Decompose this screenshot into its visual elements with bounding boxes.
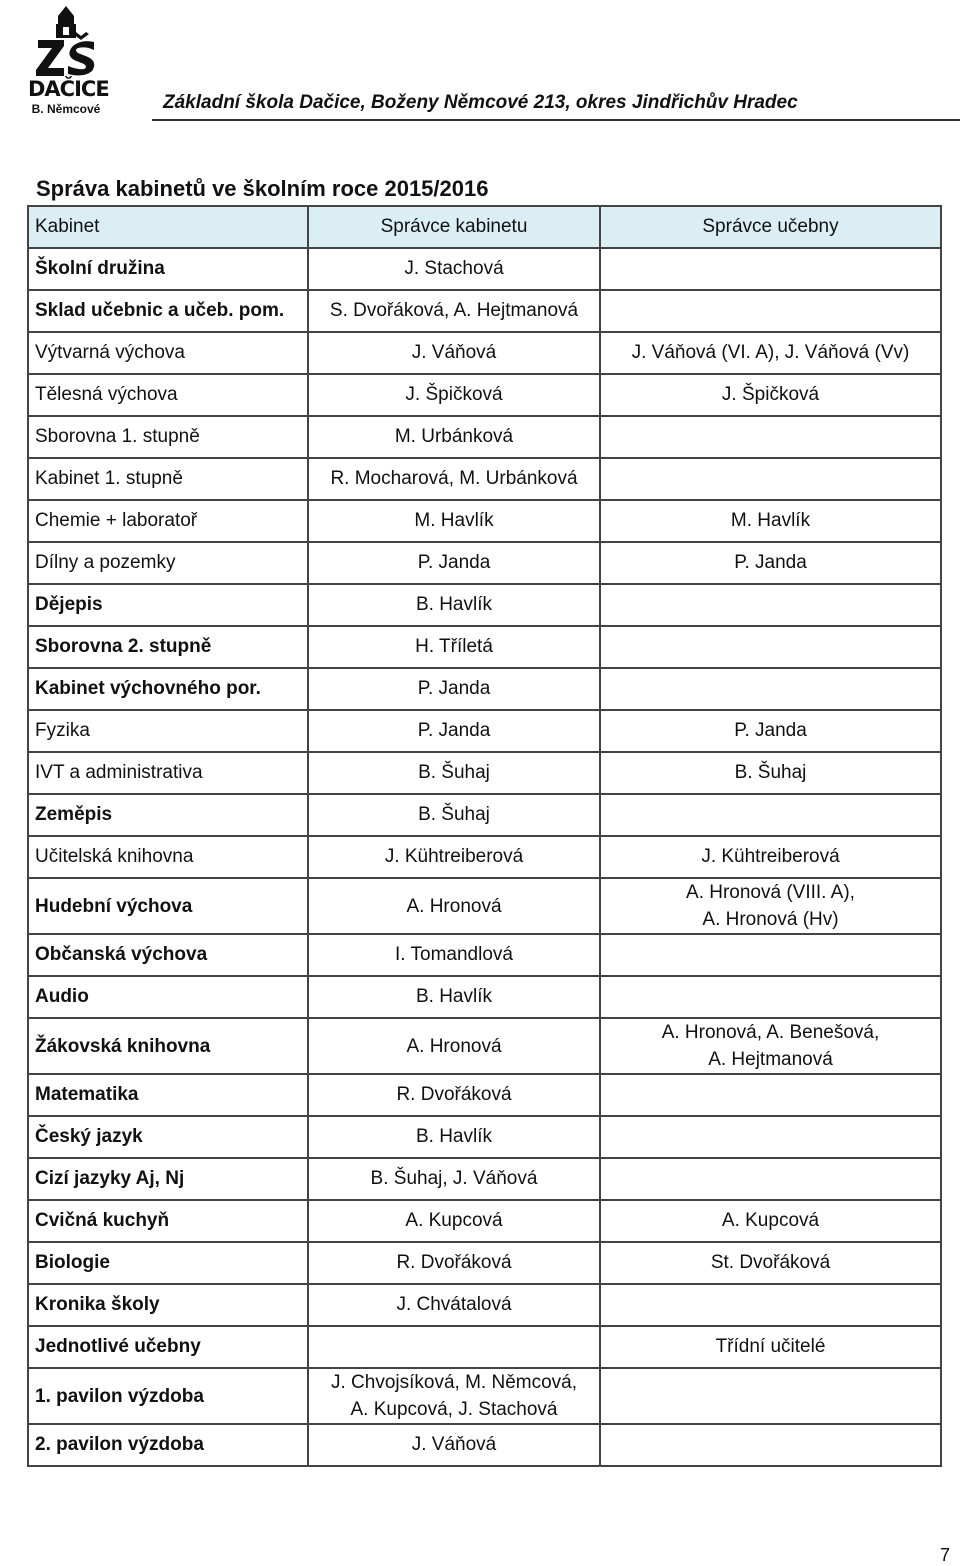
cell-spravce-ucebny bbox=[600, 1074, 941, 1116]
cell-spravce-kabinetu: M. Havlík bbox=[308, 500, 600, 542]
cell-kabinet: Dějepis bbox=[28, 584, 308, 626]
cell-spravce-kabinetu: A. Kupcová bbox=[308, 1200, 600, 1242]
cell-spravce-ucebny: M. Havlík bbox=[600, 500, 941, 542]
cell-kabinet: Zeměpis bbox=[28, 794, 308, 836]
header-divider bbox=[152, 119, 960, 121]
cell-spravce-kabinetu: A. Hronová bbox=[308, 878, 600, 934]
page-number: 7 bbox=[940, 1545, 951, 1565]
cell-spravce-kabinetu: H. Tříletá bbox=[308, 626, 600, 668]
cell-kabinet: IVT a administrativa bbox=[28, 752, 308, 794]
table-row bbox=[28, 1018, 941, 1074]
cabinet-management-table bbox=[27, 205, 942, 1467]
cell-spravce-kabinetu: S. Dvořáková, A. Hejtmanová bbox=[308, 290, 600, 332]
cell-spravce-kabinetu: I. Tomandlová bbox=[308, 934, 600, 976]
cell-spravce-kabinetu: P. Janda bbox=[308, 542, 600, 584]
cell-kabinet: Český jazyk bbox=[28, 1116, 308, 1158]
cell-spravce-ucebny: St. Dvořáková bbox=[600, 1242, 941, 1284]
table-row bbox=[28, 416, 941, 458]
cell-kabinet: 1. pavilon výzdoba bbox=[28, 1368, 308, 1424]
cell-line: A. Hronová, A. Benešová, bbox=[661, 1022, 880, 1043]
cell-kabinet: Školní družina bbox=[28, 248, 308, 290]
cell-spravce-ucebny bbox=[600, 626, 941, 668]
cell-spravce-kabinetu: B. Šuhaj bbox=[308, 794, 600, 836]
cell-spravce-ucebny bbox=[600, 1116, 941, 1158]
cell-spravce-ucebny bbox=[600, 1368, 941, 1424]
cell-spravce-kabinetu: P. Janda bbox=[308, 668, 600, 710]
cell-spravce-kabinetu: J. Váňová bbox=[308, 1424, 600, 1466]
cell-spravce-kabinetu: J. Váňová bbox=[308, 332, 600, 374]
logo-town-text: DAČICE bbox=[28, 77, 109, 101]
column-header-spravce-ucebny: Správce učebny bbox=[600, 206, 941, 248]
table-row bbox=[28, 668, 941, 710]
cell-spravce-ucebny bbox=[600, 1284, 941, 1326]
cell-spravce-ucebny bbox=[600, 934, 941, 976]
cell-spravce-kabinetu: B. Šuhaj, J. Váňová bbox=[308, 1158, 600, 1200]
cell-spravce-kabinetu bbox=[308, 1326, 600, 1368]
cell-line: A. Hejtmanová bbox=[708, 1049, 833, 1070]
cell-kabinet: Dílny a pozemky bbox=[28, 542, 308, 584]
cell-spravce-ucebny bbox=[600, 248, 941, 290]
cell-spravce-kabinetu: R. Dvořáková bbox=[308, 1074, 600, 1116]
cell-spravce-kabinetu: B. Havlík bbox=[308, 584, 600, 626]
cell-spravce-ucebny: J. Kühtreiberová bbox=[600, 836, 941, 878]
cell-spravce-kabinetu: B. Šuhaj bbox=[308, 752, 600, 794]
cell-kabinet: Fyzika bbox=[28, 710, 308, 752]
cell-spravce-kabinetu: B. Havlík bbox=[308, 1116, 600, 1158]
cell-spravce-ucebny bbox=[600, 794, 941, 836]
cell-kabinet: Matematika bbox=[28, 1074, 308, 1116]
cell-spravce-ucebny bbox=[600, 458, 941, 500]
cell-kabinet: Cvičná kuchyň bbox=[28, 1200, 308, 1242]
cell-spravce-ucebny: P. Janda bbox=[600, 710, 941, 752]
cell-spravce-ucebny bbox=[600, 668, 941, 710]
cell-line: J. Chvojsíková, M. Němcová, bbox=[330, 1372, 578, 1393]
table-row bbox=[28, 248, 941, 290]
cell-spravce-ucebny: J. Špičková bbox=[600, 374, 941, 416]
school-logo bbox=[28, 6, 109, 118]
table-row bbox=[28, 1242, 941, 1284]
document-title: Správa kabinetů ve školním roce 2015/2016 bbox=[36, 176, 489, 201]
cell-kabinet: Sborovna 2. stupně bbox=[28, 626, 308, 668]
cell-kabinet: Chemie + laboratoř bbox=[28, 500, 308, 542]
cell-spravce-kabinetu bbox=[308, 1368, 600, 1424]
cell-spravce-ucebny bbox=[600, 878, 941, 934]
table-row bbox=[28, 1368, 941, 1424]
cell-kabinet: Cizí jazyky Aj, Nj bbox=[28, 1158, 308, 1200]
cell-kabinet: Žákovská knihovna bbox=[28, 1018, 308, 1074]
table-row bbox=[28, 1326, 941, 1368]
table-row bbox=[28, 500, 941, 542]
cell-kabinet: Výtvarná výchova bbox=[28, 332, 308, 374]
cell-kabinet: Učitelská knihovna bbox=[28, 836, 308, 878]
cell-kabinet: Jednotlivé učebny bbox=[28, 1326, 308, 1368]
table-row bbox=[28, 1074, 941, 1116]
cell-spravce-kabinetu: R. Mocharová, M. Urbánková bbox=[308, 458, 600, 500]
table-row bbox=[28, 332, 941, 374]
cell-kabinet: Hudební výchova bbox=[28, 878, 308, 934]
cell-kabinet: Kronika školy bbox=[28, 1284, 308, 1326]
cell-spravce-ucebny bbox=[600, 1158, 941, 1200]
table-row bbox=[28, 752, 941, 794]
table-row bbox=[28, 878, 941, 934]
cell-kabinet: 2. pavilon výzdoba bbox=[28, 1424, 308, 1466]
cell-kabinet: Občanská výchova bbox=[28, 934, 308, 976]
table-row bbox=[28, 1284, 941, 1326]
cell-spravce-kabinetu: J. Chvátalová bbox=[308, 1284, 600, 1326]
cell-spravce-ucebny: B. Šuhaj bbox=[600, 752, 941, 794]
column-header-kabinet: Kabinet bbox=[28, 206, 308, 248]
cell-spravce-kabinetu: R. Dvořáková bbox=[308, 1242, 600, 1284]
cell-spravce-ucebny: P. Janda bbox=[600, 542, 941, 584]
cell-spravce-kabinetu: B. Havlík bbox=[308, 976, 600, 1018]
table-row bbox=[28, 374, 941, 416]
table-row bbox=[28, 626, 941, 668]
school-name: Základní škola Dačice, Boženy Němcové 213, okres Jindřichův Hradec bbox=[163, 92, 798, 113]
cell-spravce-ucebny: Třídní učitelé bbox=[600, 1326, 941, 1368]
cell-spravce-ucebny: A. Kupcová bbox=[600, 1200, 941, 1242]
cell-spravce-kabinetu: A. Hronová bbox=[308, 1018, 600, 1074]
table-row bbox=[28, 710, 941, 752]
cell-spravce-ucebny bbox=[600, 416, 941, 458]
cell-spravce-ucebny: J. Váňová (VI. A), J. Váňová (Vv) bbox=[600, 332, 941, 374]
cell-kabinet: Tělesná výchova bbox=[28, 374, 308, 416]
cell-spravce-ucebny bbox=[600, 1424, 941, 1466]
cell-line: A. Hronová (VIII. A), bbox=[686, 882, 855, 903]
cell-spravce-kabinetu: J. Stachová bbox=[308, 248, 600, 290]
table-row bbox=[28, 290, 941, 332]
cell-kabinet: Biologie bbox=[28, 1242, 308, 1284]
cell-spravce-ucebny bbox=[600, 1018, 941, 1074]
table-row bbox=[28, 584, 941, 626]
school-tower-icon bbox=[28, 6, 104, 78]
cell-spravce-kabinetu: M. Urbánková bbox=[308, 416, 600, 458]
cell-kabinet: Sborovna 1. stupně bbox=[28, 416, 308, 458]
cell-kabinet: Kabinet 1. stupně bbox=[28, 458, 308, 500]
cell-kabinet: Sklad učebnic a učeb. pom. bbox=[28, 290, 308, 332]
cell-kabinet: Kabinet výchovného por. bbox=[28, 668, 308, 710]
page-header bbox=[0, 0, 960, 125]
cell-spravce-ucebny bbox=[600, 976, 941, 1018]
cell-line: A. Kupcová, J. Stachová bbox=[350, 1399, 558, 1420]
table-row bbox=[28, 1116, 941, 1158]
table-row bbox=[28, 976, 941, 1018]
table-row bbox=[28, 458, 941, 500]
table-row bbox=[28, 794, 941, 836]
column-header-spravce-kabinetu: Správce kabinetu bbox=[308, 206, 600, 248]
table-row bbox=[28, 836, 941, 878]
cell-line: A. Hronová (Hv) bbox=[702, 909, 839, 930]
cell-kabinet: Audio bbox=[28, 976, 308, 1018]
table-row bbox=[28, 934, 941, 976]
cell-spravce-kabinetu: J. Kühtreiberová bbox=[308, 836, 600, 878]
cell-spravce-ucebny bbox=[600, 290, 941, 332]
cell-spravce-kabinetu: P. Janda bbox=[308, 710, 600, 752]
table-row bbox=[28, 1158, 941, 1200]
table-row bbox=[28, 1200, 941, 1242]
table-header-row bbox=[28, 206, 941, 248]
cell-spravce-ucebny bbox=[600, 584, 941, 626]
table-row bbox=[28, 542, 941, 584]
table-row bbox=[28, 1424, 941, 1466]
logo-street-text: B. Němcové bbox=[31, 102, 101, 116]
cell-spravce-kabinetu: J. Špičková bbox=[308, 374, 600, 416]
